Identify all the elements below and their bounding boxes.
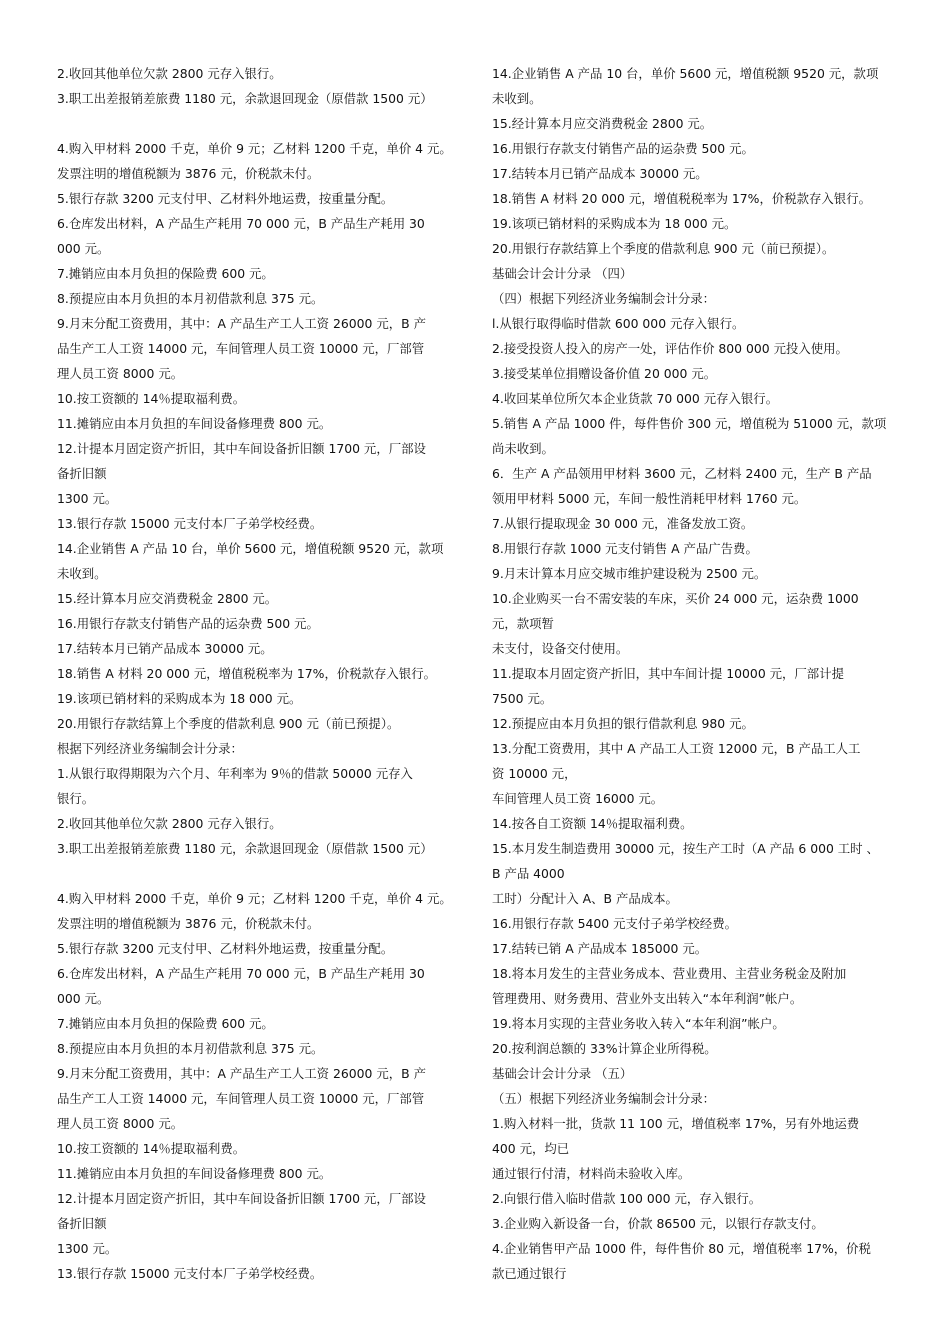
text-line: 000 元。 — [57, 241, 110, 256]
text-line: 7.摊销应由本月负担的保险费 600 元。 — [57, 1016, 274, 1031]
text-line: 领用甲材料 5000 元，车间一般性消耗甲材料 1760 元。 — [492, 491, 807, 506]
text-line: 11.提取本月固定资产折旧，其中车间计提 10000 元，厂部计提 — [492, 666, 844, 681]
text-line: 12.计提本月固定资产折旧，其中车间设备折旧额 1700 元，厂部设 — [57, 441, 426, 456]
text-line: 20.用银行存款结算上个季度的借款利息 900 元（前已预提）。 — [492, 241, 835, 256]
text-line: 14.按各自工资额 14％提取福利费。 — [492, 816, 693, 831]
text-line: 车间管理人员工资 16000 元。 — [492, 791, 664, 806]
text-line: 发票注明的增值税额为 3876 元，价税款未付。 — [57, 166, 320, 181]
text-line: 15.本月发生制造费用 30000 元，按生产工时（A 产品 6 000 工时 、 — [492, 841, 879, 856]
text-line: 品生产工人工资 14000 元，车间管理人员工资 10000 元，厂部管 — [57, 341, 425, 356]
text-line: 款已通过银行 — [492, 1266, 567, 1281]
text-line: 未支付，设备交付使用。 — [492, 641, 629, 656]
text-line: 11.摊销应由本月负担的车间设备修理费 800 元。 — [57, 1166, 332, 1181]
text-line: 10.按工资额的 14％提取福利费。 — [57, 1141, 246, 1156]
text-line: 元，款项暂 — [492, 616, 554, 631]
text-line: 1300 元。 — [57, 491, 118, 506]
text-line: 基础会计会计分录 （五） — [492, 1066, 633, 1081]
text-line: 18.将本月发生的主营业务成本、营业费用、主营业务税金及附加 — [492, 966, 847, 981]
text-line: 9.月末分配工资费用，其中：A 产品生产工人工资 26000 元，B 产 — [57, 316, 426, 331]
text-line: 3.企业购入新设备一台，价款 86500 元，以银行存款支付。 — [492, 1216, 824, 1231]
text-line: 19.该项已销材料的采购成本为 18 000 元。 — [492, 216, 737, 231]
text-line: 17.结转已销 A 产品成本 185000 元。 — [492, 941, 708, 956]
text-line — [57, 111, 467, 136]
text-line: 17.结转本月已销产品成本 30000 元。 — [492, 166, 708, 181]
text-line: 19.将本月实现的主营业务收入转入“本年利润”帐户。 — [492, 1016, 785, 1031]
text-line: 6.仓库发出材料，A 产品生产耗用 70 000 元，B 产品生产耗用 30 — [57, 966, 425, 981]
text-line: 2.接受投资人投入的房产一处，评估作价 800 000 元投入使用。 — [492, 341, 848, 356]
text-line: 13.银行存款 15000 元支付本厂子弟学校经费。 — [57, 1266, 323, 1281]
text-line: 4.购入甲材料 2000 千克，单价 9 元；乙材料 1200 千克，单价 4 元。 — [57, 141, 452, 156]
text-line: 18.销售 A 材料 20 000 元，增值税税率为 17%，价税款存入银行。 — [492, 191, 871, 206]
text-line: 4.购入甲材料 2000 千克，单价 9 元；乙材料 1200 千克，单价 4 元。 — [57, 891, 452, 906]
text-line: 备折旧额 — [57, 1216, 107, 1231]
text-line: 14.企业销售 A 产品 10 台，单价 5600 元，增值税额 9520 元，款项 — [57, 541, 444, 556]
text-line: 5.银行存款 3200 元支付甲、乙材料外地运费，按重量分配。 — [57, 941, 394, 956]
text-line: 资 10000 元， — [492, 766, 577, 781]
text-line: 400 元，均已 — [492, 1141, 570, 1156]
text-line: 管理费用、财务费用、营业外支出转入“本年利润”帐户。 — [492, 991, 803, 1006]
text-line: 未收到。 — [57, 566, 107, 581]
text-line: 15.经计算本月应交消费税金 2800 元。 — [492, 116, 713, 131]
text-line: 8.预提应由本月负担的本月初借款利息 375 元。 — [57, 1041, 324, 1056]
text-line: B 产品 4000 — [492, 866, 565, 881]
text-line: 1300 元。 — [57, 1241, 118, 1256]
text-line: 通过银行付清，材料尚未验收入库。 — [492, 1166, 691, 1181]
text-line: 18.销售 A 材料 20 000 元，增值税税率为 17%，价税款存入银行。 — [57, 666, 436, 681]
text-line: 16.用银行存款支付销售产品的运杂费 500 元。 — [492, 141, 754, 156]
text-line: 14.企业销售 A 产品 10 台，单价 5600 元，增值税额 9520 元，款项 — [492, 66, 879, 81]
text-line — [57, 861, 467, 886]
text-line: 12.预提应由本月负担的银行借款利息 980 元。 — [492, 716, 754, 731]
text-line: 工时）分配计入 A、B 产品成本。 — [492, 891, 678, 906]
text-line: 2.收回其他单位欠款 2800 元存入银行。 — [57, 816, 282, 831]
text-line: 2.向银行借入临时借款 100 000 元，存入银行。 — [492, 1191, 762, 1206]
text-line: 11.摊销应由本月负担的车间设备修理费 800 元。 — [57, 416, 332, 431]
text-line: 000 元。 — [57, 991, 110, 1006]
text-line: （四）根据下列经济业务编制会计分录： — [492, 291, 716, 306]
text-line: 品生产工人工资 14000 元，车间管理人员工资 10000 元，厂部管 — [57, 1091, 425, 1106]
text-line: 未收到。 — [492, 91, 542, 106]
text-line: 4.企业销售甲产品 1000 件，每件售价 80 元，增值税率 17%，价税 — [492, 1241, 871, 1256]
text-line: 3.职工出差报销差旅费 1180 元，余款退回现金（原借款 1500 元） — [57, 91, 433, 106]
text-line: 12.计提本月固定资产折旧，其中车间设备折旧额 1700 元，厂部设 — [57, 1191, 426, 1206]
text-line: 7500 元。 — [492, 691, 553, 706]
text-line: 理人员工资 8000 元。 — [57, 1116, 184, 1131]
text-line: 15.经计算本月应交消费税金 2800 元。 — [57, 591, 278, 606]
text-line: 银行。 — [57, 791, 95, 806]
text-line: 20.用银行存款结算上个季度的借款利息 900 元（前已预提）。 — [57, 716, 400, 731]
text-line: 8.预提应由本月负担的本月初借款利息 375 元。 — [57, 291, 324, 306]
text-line: 13.银行存款 15000 元支付本厂子弟学校经费。 — [57, 516, 323, 531]
left-text-column — [57, 61, 467, 1286]
text-line: 1.购入材料一批，货款 11 100 元，增值税率 17%，另有外地运费 — [492, 1116, 860, 1131]
text-line: 1.从银行取得期限为六个月、年利率为 9％的借款 50000 元存入 — [57, 766, 413, 781]
text-line: 6．生产 A 产品领用甲材料 3600 元，乙材料 2400 元，生产 B 产品 — [492, 466, 872, 481]
text-line: 16.用银行存款支付销售产品的运杂费 500 元。 — [57, 616, 319, 631]
text-line: 4.收回某单位所欠本企业货款 70 000 元存入银行。 — [492, 391, 779, 406]
text-line: 7.摊销应由本月负担的保险费 600 元。 — [57, 266, 274, 281]
text-line: 发票注明的增值税额为 3876 元，价税款未付。 — [57, 916, 320, 931]
text-line: 13.分配工资费用，其中 A 产品工人工资 12000 元，B 产品工人工 — [492, 741, 861, 756]
text-line: 10.企业购买一台不需安装的车床，买价 24 000 元，运杂费 1000 — [492, 591, 859, 606]
text-line: 16.用银行存款 5400 元支付子弟学校经费。 — [492, 916, 737, 931]
text-line: 10.按工资额的 14％提取福利费。 — [57, 391, 246, 406]
text-line: 19.该项已销材料的采购成本为 18 000 元。 — [57, 691, 302, 706]
text-line: 5.销售 A 产品 1000 件，每件售价 300 元，增值税为 51000 元，款项 — [492, 416, 887, 431]
text-line: 2.收回其他单位欠款 2800 元存入银行。 — [57, 66, 282, 81]
text-line: 备折旧额 — [57, 466, 107, 481]
text-line: 基础会计会计分录 （四） — [492, 266, 633, 281]
text-line: 3.接受某单位捐赠设备价值 20 000 元。 — [492, 366, 717, 381]
text-line: 5.银行存款 3200 元支付甲、乙材料外地运费，按重量分配。 — [57, 191, 394, 206]
text-line: （五）根据下列经济业务编制会计分录： — [492, 1091, 716, 1106]
text-line: l.从银行取得临时借款 600 000 元存入银行。 — [492, 316, 745, 331]
text-line: 尚未收到。 — [492, 441, 554, 456]
text-line: 理人员工资 8000 元。 — [57, 366, 184, 381]
right-text-column — [492, 61, 902, 1286]
text-line: 8.用银行存款 1000 元支付销售 A 产品广告费。 — [492, 541, 758, 556]
text-line: 17.结转本月已销产品成本 30000 元。 — [57, 641, 273, 656]
text-line: 9.月末分配工资费用，其中：A 产品生产工人工资 26000 元，B 产 — [57, 1066, 426, 1081]
text-line: 9.月末计算本月应交城市维护建设税为 2500 元。 — [492, 566, 767, 581]
text-line: 根据下列经济业务编制会计分录： — [57, 741, 243, 756]
text-line: 3.职工出差报销差旅费 1180 元，余款退回现金（原借款 1500 元） — [57, 841, 433, 856]
text-line: 6.仓库发出材料，A 产品生产耗用 70 000 元，B 产品生产耗用 30 — [57, 216, 425, 231]
text-line: 7.从银行提取现金 30 000 元，准备发放工资。 — [492, 516, 754, 531]
text-line: 20.按利润总额的 33%计算企业所得税。 — [492, 1041, 717, 1056]
